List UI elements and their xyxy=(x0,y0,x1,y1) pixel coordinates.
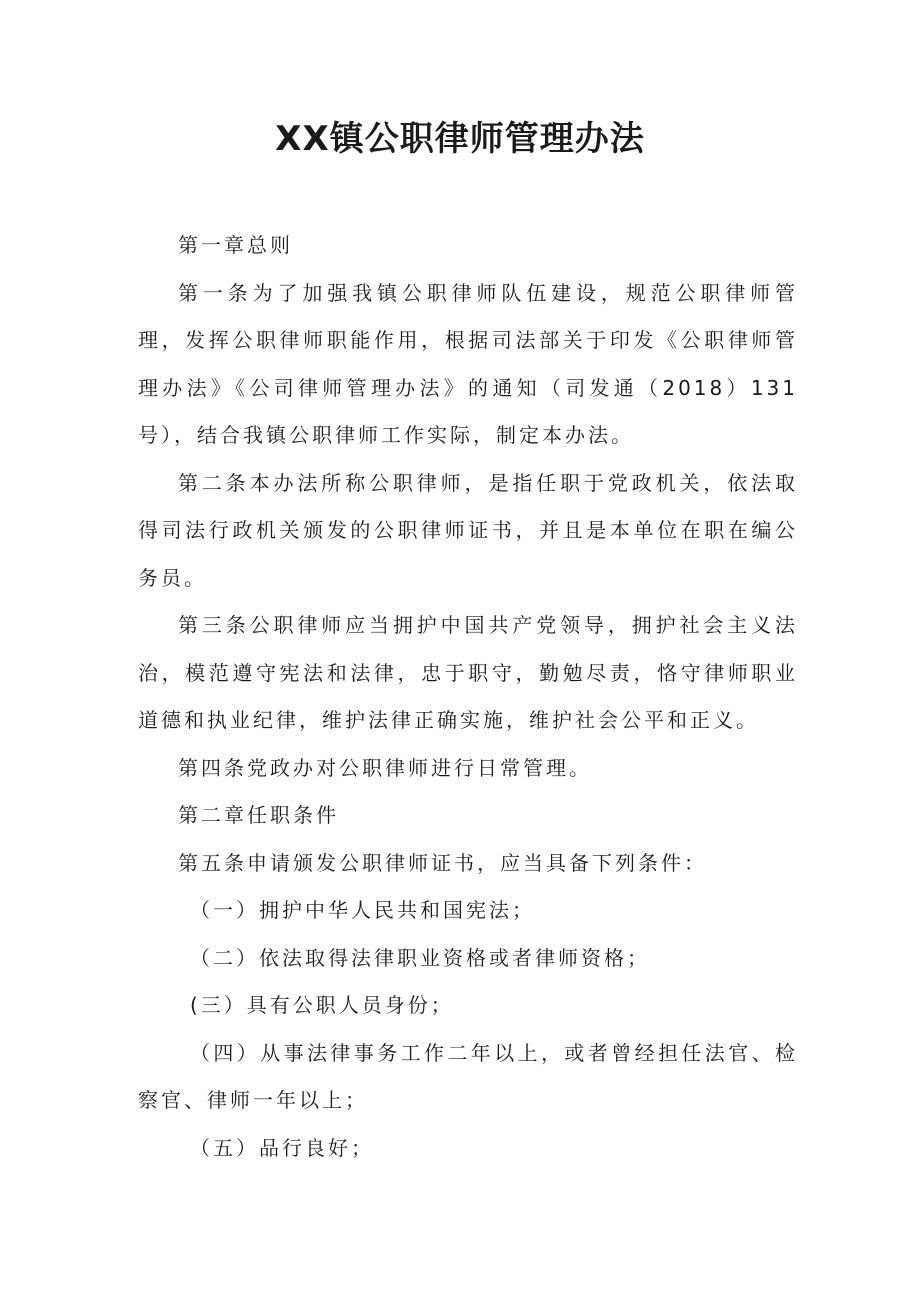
list-item: （五）品行良好； xyxy=(190,1135,374,1160)
article-paragraph: 第一条为了加强我镇公职律师队伍建设，规范公职律师管理，发挥公职律师职能作用，根据司法部关于印发《公职律师管理办法》《公司律师管理办法》的通知（司发通（2018）131号），结合我镇公职律师工作实际，制定本办法。 xyxy=(138,280,798,447)
list-item: （四）从事法律事务工作二年以上，或者曾经担任法官、检察官、律师一年以上； xyxy=(138,1040,798,1112)
list-item: （二）依法取得法律职业资格或者律师资格； xyxy=(190,945,650,970)
article-paragraph: 第四条党政办对公职律师进行日常管理。 xyxy=(178,755,592,780)
article-paragraph: 第三条公职律师应当拥护中国共产党领导，拥护社会主义法治，模范遵守宪法和法律，忠于职守，勤勉尽责，恪守律师职业道德和执业纪律，维护法律正确实施，维护社会公平和正义。 xyxy=(138,613,798,732)
article-paragraph: 第二条本办法所称公职律师，是指任职于党政机关，依法取得司法行政机关颁发的公职律师证书，并且是本单位在职在编公务员。 xyxy=(138,470,798,590)
list-item: (三）具有公职人员身份； xyxy=(190,993,454,1017)
document-body xyxy=(138,222,798,1172)
chapter-heading: 第一章总则 xyxy=(178,233,293,257)
document-title: XX镇公职律师管理办法 xyxy=(275,119,645,159)
article-paragraph: 第五条申请颁发公职律师证书，应当具备下列条件： xyxy=(178,850,707,875)
list-item: （一）拥护中华人民共和国宪法； xyxy=(190,898,535,922)
chapter-heading: 第二章任职条件 xyxy=(178,803,339,827)
